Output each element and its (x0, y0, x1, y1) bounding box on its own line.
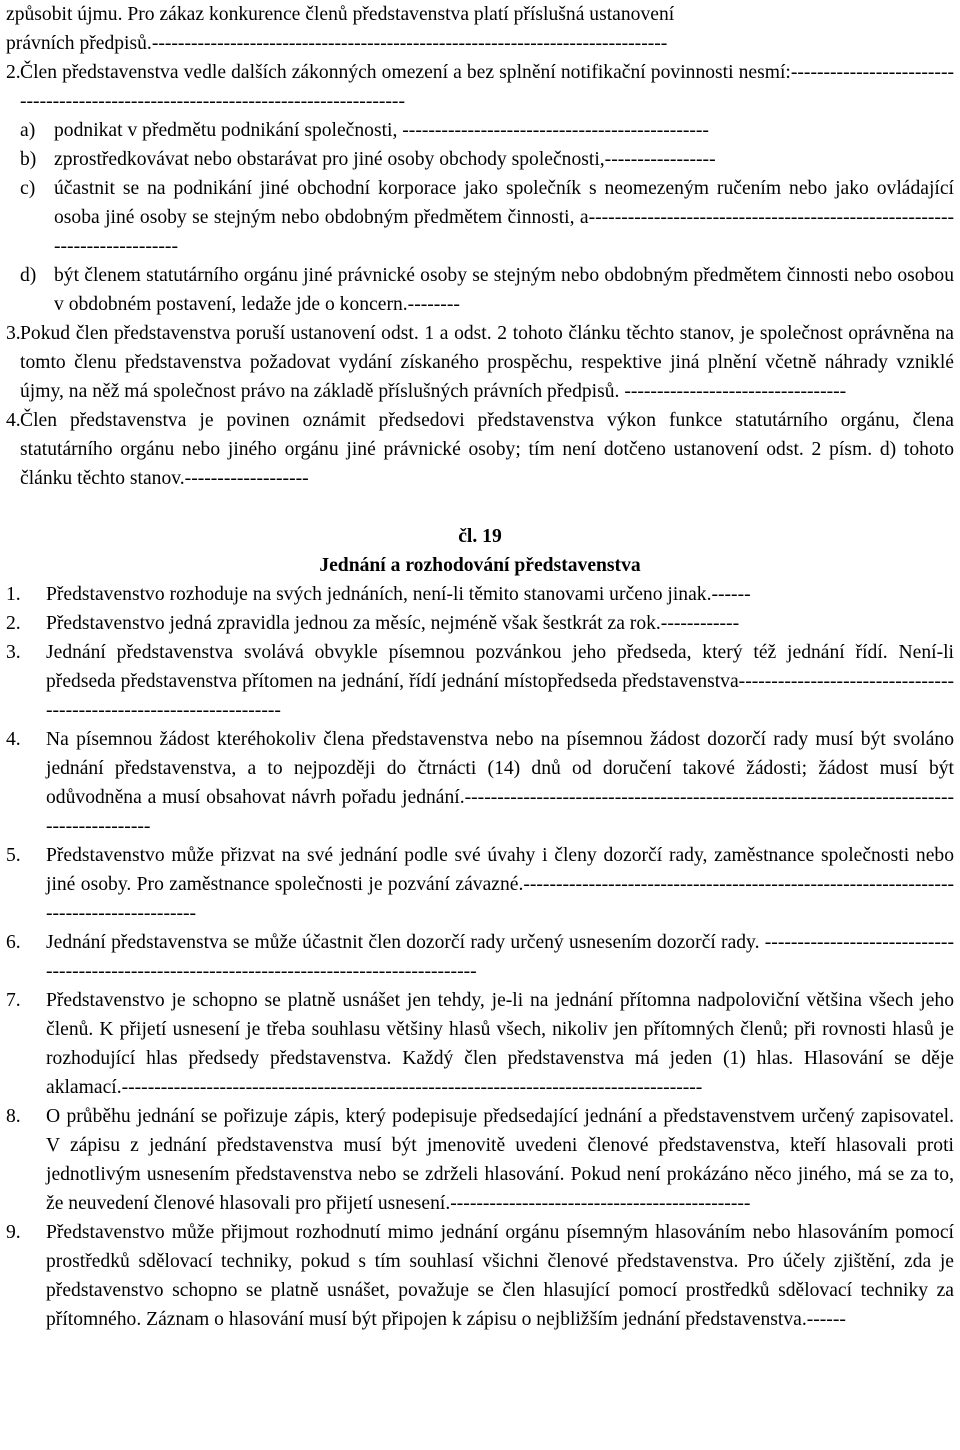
item-text: podnikat v předmětu podnikání společnosti, ----------------------------------------------- (54, 120, 709, 141)
list-item (6, 116, 954, 145)
article-number: čl. 19 (458, 526, 502, 547)
article-paragraph (6, 638, 954, 725)
article-paragraph (6, 725, 954, 841)
item-text: být členem statutárního orgánu jiné právnické osoby se stejným nebo obdobným předmětem činnosti nebo osobou v obdobném postavení, ledaže jde o koncern.-------- (54, 265, 954, 315)
item-letter: b) (20, 149, 37, 170)
text-line: způsobit újmu. Pro zákaz konkurence členů představenstva platí příslušná ustanovení (6, 4, 675, 25)
text-line: právních předpisů.------------------------------------------------------------------------------- (6, 33, 668, 54)
article-title: Jednání a rozhodování představenstva (319, 555, 641, 576)
article-paragraphs (6, 580, 954, 1334)
spacer (6, 493, 954, 522)
article-paragraph (6, 841, 954, 928)
paragraph-text: Na písemnou žádost kteréhokoliv člena představenstva nebo na písemnou žádost dozorčí rady musí být svoláno jednání představenstva, a to nejpozději do čtrnácti (14) dnů od doručení takové žádosti; žádost musí být odůvodněna a musí obsahovat návrh pořadu jednání.------------------------------------------------------------------------------------------- (46, 729, 954, 837)
article-paragraph (6, 986, 954, 1102)
paragraph-number: 4. (6, 729, 21, 750)
paragraph-number: 4. (6, 410, 21, 431)
paragraph-text: Představenstvo může přizvat na své jednání podle své úvahy i členy dozorčí rady, zaměstnance společnosti nebo jiné osoby. Pro zaměstnance společnosti je pozvání závazné.----------------------------------------------------------------------------------------- (46, 845, 954, 924)
paragraph-text: Jednání představenstva se může účastnit člen dozorčí rady určený usnesením dozorčí rady. ----------------------------------------------------------------------------------------------- (46, 932, 954, 982)
article-paragraph (6, 1218, 954, 1334)
paragraph-text: Představenstvo jedná zpravidla jednou za měsíc, nejméně však šestkrát za rok.------------ (46, 613, 740, 634)
article-paragraph (6, 928, 954, 986)
paragraph-text: Člen představenstva je povinen oznámit předsedovi představenstva výkon funkce statutárního orgánu, člena statutárního orgánu nebo jiného orgánu jiné právnické osoby; tím není dotčeno ustanovení odst. 2 písm. d) tohoto článku těchto stanov.------------------- (20, 410, 954, 489)
paragraph-number: 5. (6, 845, 21, 866)
paragraph-number: 3. (6, 642, 21, 663)
item-letter: c) (20, 178, 36, 199)
paragraph-number: 1. (6, 584, 21, 605)
paragraph-number: 2. (6, 613, 21, 634)
paragraph-number: 3. (6, 323, 21, 344)
paragraph-number: 6. (6, 932, 21, 953)
item-letter: d) (20, 265, 37, 286)
list-item (6, 174, 954, 261)
article-paragraph (6, 580, 954, 609)
item-list (6, 116, 954, 319)
paragraph-number: 8. (6, 1106, 21, 1127)
paragraph-3 (6, 319, 954, 406)
paragraph-text: Pokud člen představenstva poruší ustanovení odst. 1 a odst. 2 tohoto článku těchto stanov, je společnost oprávněna na tomto členu představenstva požadovat vydání získaného prospěchu, respektive jiná plnění včetně náhrady vzniklé újmy, na něž má společnost právo na základě příslušných právních předpisů. ---------------------------------- (20, 323, 954, 402)
item-text: zprostředkovávat nebo obstarávat pro jiné osoby obchody společnosti,----------------- (54, 149, 716, 170)
paragraph-text: Představenstvo může přijmout rozhodnutí mimo jednání orgánu písemným hlasováním nebo hlasováním pomocí prostředků sdělovací techniky, pokud s tím souhlasí všichni členové představenstva. Pro účely zjištění, zda je představenstvo schopno se platně usnášet, považuje se člen hlasující pomocí prostředků sdělovací techniky za přítomného. Záznam o hlasování musí být připojen k zápisu o nejbližším jednání představenstva.------ (46, 1222, 954, 1330)
item-letter: a) (20, 120, 36, 141)
paragraph-number: 2. (6, 62, 21, 83)
paragraph-4 (6, 406, 954, 493)
article-paragraph (6, 609, 954, 638)
article-paragraph (6, 1102, 954, 1218)
paragraph-text: Představenstvo rozhoduje na svých jednáních, není-li těmito stanovami určeno jinak.------ (46, 584, 751, 605)
list-item (6, 145, 954, 174)
paragraph-2 (6, 58, 954, 116)
paragraph-text: Představenstvo je schopno se platně usnášet jen tehdy, je-li na jednání přítomna nadpoloviční většina všech jeho členů. K přijetí usnesení je třeba souhlasu většiny hlasů všech, nikoliv jen přítomných členů; při rovnosti hlasů je rozhodující hlas předsedy představenstva. Každý člen představenstva má jeden (1) hlas. Hlasování se děje aklamací.----------------------------------------------------------------------------------------- (46, 990, 954, 1098)
list-item (6, 261, 954, 319)
paragraph-text: Člen představenstva vedle dalších zákonných omezení a bez splnění notifikační povinnosti nesmí:------------------------------------------------------------------------------------ (20, 62, 954, 112)
paragraph-text: Jednání představenstva svolává obvykle písemnou pozvánkou jeho předseda, který též jednání řídí. Není-li předseda představenstva přítomen na jednání, řídí jednání místopředseda představenstva--------------------------------------------------------------------- (46, 642, 954, 721)
paragraph-number: 9. (6, 1222, 21, 1243)
item-text: účastnit se na podnikání jiné obchodní korporace jako společník s neomezeným ručením nebo jako ovládající osoba jiné osoby se stejným nebo obdobným předmětem činnosti, a--------------------------------------------------------------------------- (54, 178, 954, 257)
paragraph-number: 7. (6, 990, 21, 1011)
paragraph-text: O průběhu jednání se pořizuje zápis, který podepisuje předsedající jednání a představenstvem určený zapisovatel. V zápisu z jednání představenstva musí být jmenovitě uvedeni členové představenstva, kteří hlasovali proti jednotlivým usnesením představenstva nebo se zdrželi hlasování. Pokud není prokázáno něco jiného, má se za to, že neuvedení členové hlasovali pro přijetí usnesení.---------------------------------------------- (46, 1106, 954, 1214)
